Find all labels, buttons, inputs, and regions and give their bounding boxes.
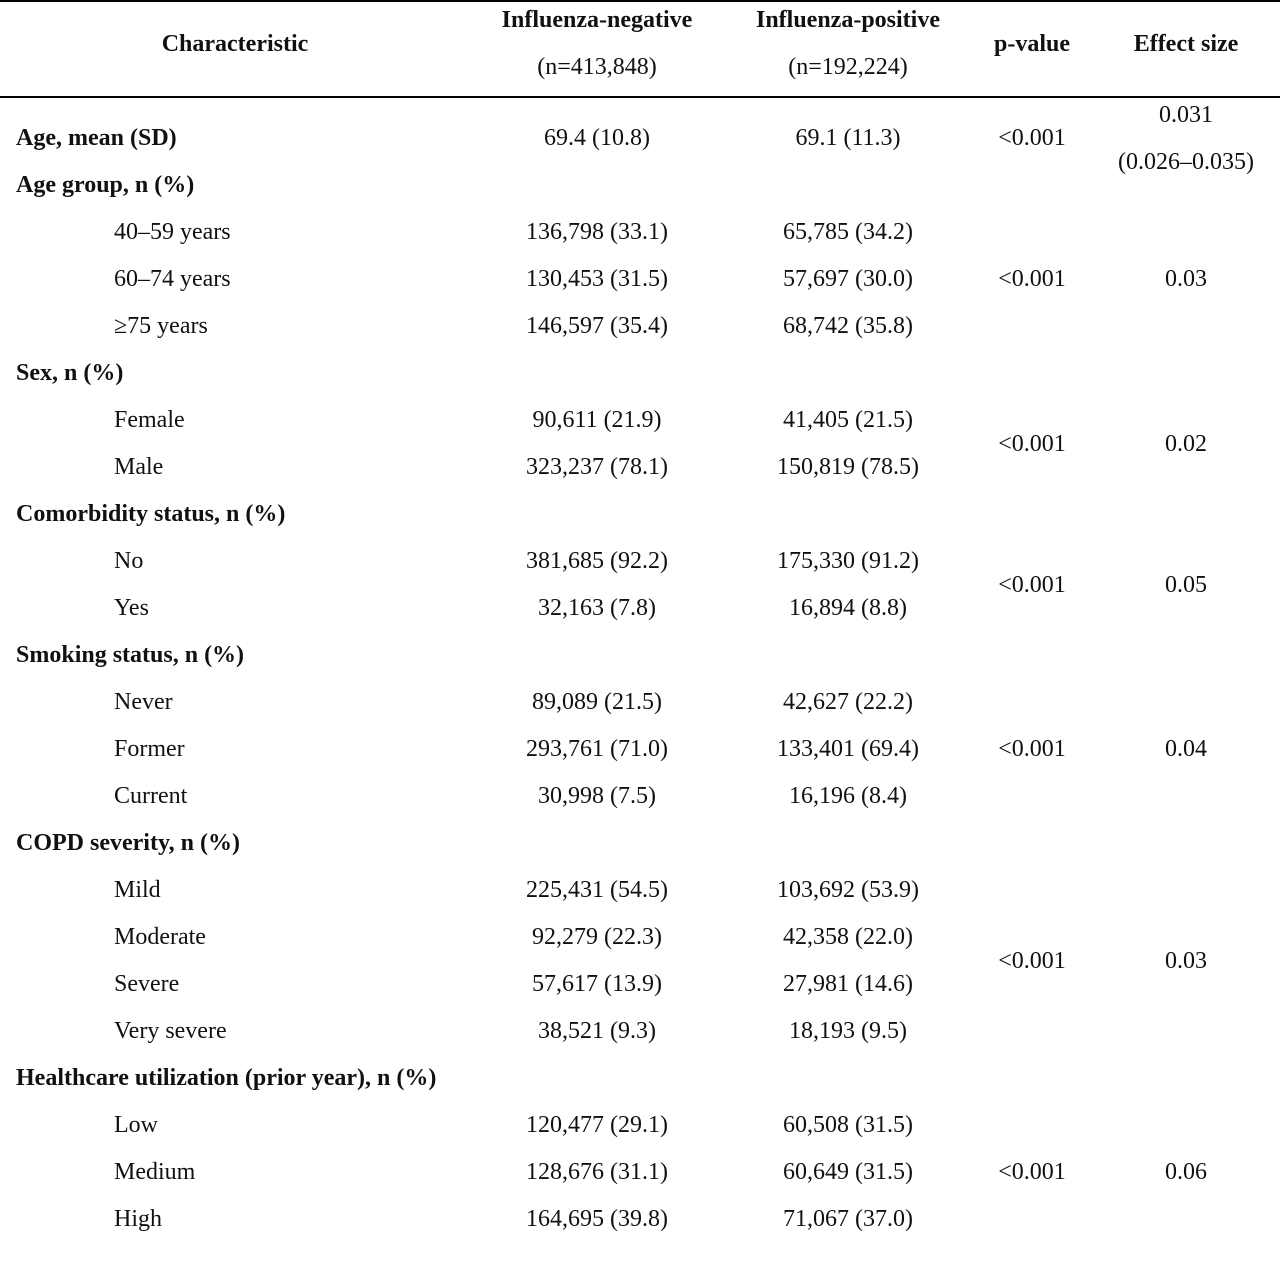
influenza-negative-value: 136,798 (33.1) bbox=[526, 219, 668, 245]
influenza-negative-value: 57,617 (13.9) bbox=[532, 971, 662, 997]
influenza-negative-value: 381,685 (92.2) bbox=[526, 548, 668, 574]
header-bottom-rule bbox=[0, 96, 1280, 98]
subgroup-label: Low bbox=[114, 1112, 158, 1138]
header-negative-n: (n=413,848) bbox=[537, 54, 657, 80]
influenza-positive-value: 42,358 (22.0) bbox=[783, 924, 913, 950]
subgroup-label: Moderate bbox=[114, 924, 206, 950]
influenza-positive-value: 18,193 (9.5) bbox=[789, 1018, 907, 1044]
p-value: <0.001 bbox=[998, 125, 1066, 151]
influenza-positive-value: 150,819 (78.5) bbox=[777, 454, 919, 480]
influenza-negative-value: 92,279 (22.3) bbox=[532, 924, 662, 950]
influenza-negative-value: 69.4 (10.8) bbox=[544, 125, 650, 151]
group-label: Age, mean (SD) bbox=[16, 125, 177, 151]
influenza-positive-value: 42,627 (22.2) bbox=[783, 689, 913, 715]
subgroup-label: Very severe bbox=[114, 1018, 227, 1044]
influenza-positive-value: 133,401 (69.4) bbox=[777, 736, 919, 762]
influenza-negative-value: 120,477 (29.1) bbox=[526, 1112, 668, 1138]
effect-size: 0.03 bbox=[1165, 266, 1207, 292]
p-value: <0.001 bbox=[998, 431, 1066, 457]
header-effect-size: Effect size bbox=[1133, 31, 1239, 57]
subgroup-label: Severe bbox=[114, 971, 180, 997]
table-top-rule bbox=[0, 0, 1280, 2]
subgroup-label: Current bbox=[114, 783, 188, 809]
influenza-negative-value: 128,676 (31.1) bbox=[526, 1159, 668, 1185]
header-negative-title: Influenza-negative bbox=[501, 7, 693, 33]
influenza-positive-value: 16,196 (8.4) bbox=[789, 783, 907, 809]
effect-size: 0.04 bbox=[1165, 736, 1207, 762]
subgroup-label: Male bbox=[114, 454, 164, 480]
header-positive-title: Influenza-positive bbox=[755, 7, 940, 33]
effect-size: 0.02 bbox=[1165, 431, 1207, 457]
influenza-negative-value: 130,453 (31.5) bbox=[526, 266, 668, 292]
influenza-negative-value: 90,611 (21.9) bbox=[532, 407, 662, 433]
influenza-negative-value: 164,695 (39.8) bbox=[526, 1206, 668, 1232]
effect-size: 0.031 bbox=[1159, 102, 1213, 128]
influenza-positive-value: 41,405 (21.5) bbox=[783, 407, 913, 433]
influenza-negative-value: 323,237 (78.1) bbox=[526, 454, 668, 480]
subgroup-label: No bbox=[114, 548, 144, 574]
influenza-negative-value: 146,597 (35.4) bbox=[526, 313, 668, 339]
p-value: <0.001 bbox=[998, 1159, 1066, 1185]
influenza-negative-value: 38,521 (9.3) bbox=[538, 1018, 656, 1044]
p-value: <0.001 bbox=[998, 572, 1066, 598]
influenza-negative-value: 89,089 (21.5) bbox=[532, 689, 662, 715]
header-positive-n: (n=192,224) bbox=[788, 54, 908, 80]
subgroup-label: 60–74 years bbox=[114, 266, 231, 292]
header-characteristic: Characteristic bbox=[161, 31, 309, 57]
influenza-positive-value: 60,649 (31.5) bbox=[783, 1159, 913, 1185]
influenza-positive-value: 175,330 (91.2) bbox=[777, 548, 919, 574]
group-label: Comorbidity status, n (%) bbox=[16, 501, 286, 527]
subgroup-label: Former bbox=[114, 736, 185, 762]
subgroup-label: Never bbox=[114, 689, 173, 715]
effect-size: 0.06 bbox=[1165, 1159, 1207, 1185]
subgroup-label: Mild bbox=[114, 877, 161, 903]
influenza-positive-value: 16,894 (8.8) bbox=[789, 595, 907, 621]
effect-size: (0.026–0.035) bbox=[1118, 149, 1254, 175]
effect-size: 0.03 bbox=[1165, 948, 1207, 974]
subgroup-label: 40–59 years bbox=[114, 219, 231, 245]
influenza-negative-value: 293,761 (71.0) bbox=[526, 736, 668, 762]
influenza-positive-value: 71,067 (37.0) bbox=[783, 1206, 913, 1232]
subgroup-label: High bbox=[114, 1206, 162, 1232]
subgroup-label: Female bbox=[114, 407, 185, 433]
group-label: Sex, n (%) bbox=[16, 360, 124, 386]
influenza-positive-value: 60,508 (31.5) bbox=[783, 1112, 913, 1138]
effect-size: 0.05 bbox=[1165, 572, 1207, 598]
p-value: <0.001 bbox=[998, 266, 1066, 292]
influenza-positive-value: 68,742 (35.8) bbox=[783, 313, 913, 339]
influenza-positive-value: 103,692 (53.9) bbox=[777, 877, 919, 903]
influenza-negative-value: 30,998 (7.5) bbox=[538, 783, 656, 809]
influenza-positive-value: 27,981 (14.6) bbox=[783, 971, 913, 997]
subgroup-label: Medium bbox=[114, 1159, 196, 1185]
group-label: COPD severity, n (%) bbox=[16, 830, 240, 856]
p-value: <0.001 bbox=[998, 736, 1066, 762]
influenza-positive-value: 65,785 (34.2) bbox=[783, 219, 913, 245]
header-pvalue: p-value bbox=[993, 31, 1070, 57]
influenza-positive-value: 69.1 (11.3) bbox=[795, 125, 901, 151]
influenza-negative-value: 225,431 (54.5) bbox=[526, 877, 668, 903]
influenza-negative-value: 32,163 (7.8) bbox=[538, 595, 656, 621]
group-label: Healthcare utilization (prior year), n (%) bbox=[16, 1065, 437, 1091]
subgroup-label: Yes bbox=[114, 595, 149, 621]
group-label: Age group, n (%) bbox=[16, 172, 195, 198]
influenza-positive-value: 57,697 (30.0) bbox=[783, 266, 913, 292]
group-label: Smoking status, n (%) bbox=[16, 642, 245, 668]
p-value: <0.001 bbox=[998, 948, 1066, 974]
subgroup-label: ≥75 years bbox=[114, 313, 208, 339]
